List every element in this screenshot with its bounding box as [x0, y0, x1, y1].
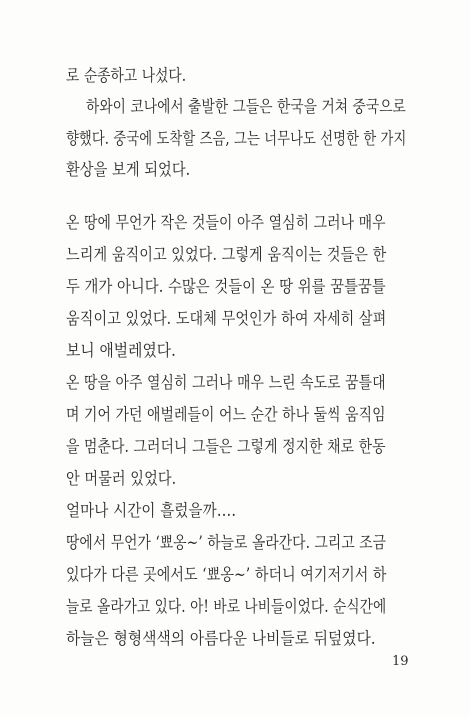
- text-line: 을 멈춘다. 그러더니 그들은 그렇게 정지한 채로 한동: [66, 437, 386, 456]
- text-line: 향했다. 중국에 도착할 즈음, 그는 너무나도 선명한 한 가지: [66, 129, 407, 148]
- text-line: 얼마나 시간이 흘렀을까….: [66, 501, 237, 520]
- text-line: 안 머물러 있었다.: [66, 469, 177, 488]
- text-line: 온 땅을 아주 열심히 그러나 매우 느린 속도로 꿈틀대: [66, 373, 386, 392]
- text-line: 늘로 올라가고 있다. 아! 바로 나비들이었다. 순식간에: [66, 597, 387, 616]
- text-line: 온 땅에 무언가 작은 것들이 아주 열심히 그러나 매우: [66, 213, 386, 232]
- text-line: 보니 애벌레였다.: [66, 341, 176, 360]
- text-line: 느리게 움직이고 있었다. 그렇게 움직이는 것들은 한: [66, 245, 387, 264]
- text-line: 하와이 코나에서 출발한 그들은 한국을 거쳐 중국으로: [86, 97, 406, 116]
- text-line: 땅에서 무언가 ‘뾰옹~’ 하늘로 올라간다. 그리고 조금: [66, 533, 387, 552]
- text-line: 환상을 보게 되었다.: [66, 160, 191, 179]
- text-line: 움직이고 있었다. 도대체 무엇인가 하여 자세히 살펴: [66, 309, 387, 328]
- text-line: 두 개가 아니다. 수많은 것들이 온 땅 위를 꿈틀꿈틀: [66, 277, 386, 296]
- page-number: 19: [392, 654, 409, 669]
- text-line: 며 기어 가던 애벌레들이 어느 순간 하나 둘씩 움직임: [66, 405, 386, 424]
- text-line: 하늘은 형형색색의 아름다운 나비들로 뒤덮였다.: [66, 629, 376, 648]
- text-line: 있다가 다른 곳에서도 ‘뾰옹~’ 하더니 여기저기서 하: [66, 565, 387, 584]
- text-line: 로 순종하고 나섰다.: [66, 66, 187, 85]
